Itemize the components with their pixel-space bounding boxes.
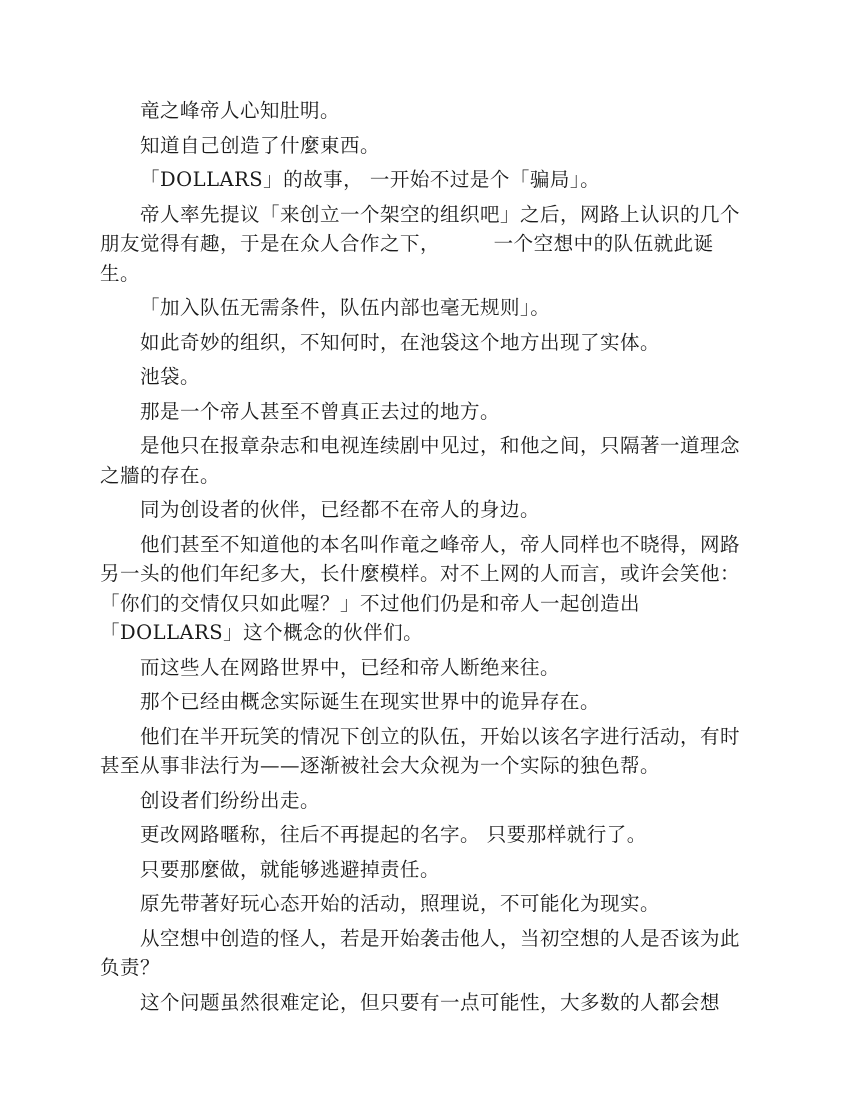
paragraph: 「DOLLARS」的故事， 一开始不过是个「骗局」。 [140,168,601,191]
paragraph: 同为创设者的伙伴，已经都不在帝人的身边。 [140,498,541,521]
paragraph: 只要那麼做，就能够逃避掉责任。 [140,857,441,881]
paragraph: 是他只在报章杂志和电视连续剧中见过，和他之间，只隔著一道理念之牆的存在。 [100,434,741,487]
paragraph: 创设者们纷纷出走。 [140,788,321,812]
paragraph: 原先带著好玩心态开始的活动，照理说，不可能化为现实。 [140,892,661,915]
paragraph: 这个问题虽然很难定论，但只要有一点可能性，大多数的人都会想 [140,990,721,1014]
paragraph: 知道自己创造了什麼東西。 [140,133,381,157]
paragraph: 竜之峰帝人心知肚明。 [140,99,341,122]
paragraph: 那个已经由概念实际诞生在现实世界中的诡异存在。 [140,690,601,713]
paragraph: 他们在半开玩笑的情况下创立的队伍，开始以该名字进行活动，有时甚至从事非法行为——逐渐被社会大众视为一个实际的独色帮。 [100,724,741,777]
paragraph: 帝人率先提议「来创立一个架空的组织吧」之后，网路上认识的几个朋友觉得有趣，于是在众人合作之下， 一个空想中的队伍就此诞生。 [100,202,741,285]
paragraph: 而这些人在网路世界中，已经和帝人断绝来往。 [140,655,561,679]
document-page [100,96,748,1022]
paragraph: 池袋。 [140,365,201,388]
paragraph: 如此奇妙的组织，不知何时，在池袋这个地方出现了实体。 [140,330,661,354]
paragraph: 他们甚至不知道他的本名叫作竜之峰帝人，帝人同样也不晓得，网路另一头的他们年纪多大，长什麼模样。对不上网的人而言，或许会笑他：「你们的交情仅只如此喔？」不过他们仍是和帝人一起创造出「DOLLARS」这个概念的伙伴们。 [100,532,741,644]
paragraph: 「加入队伍无需条件，队伍内部也毫无规则」。 [140,296,551,319]
paragraph: 那是一个帝人甚至不曾真正去过的地方。 [140,399,501,423]
paragraph: 从空想中创造的怪人，若是开始袭击他人，当初空想的人是否该为此负责？ [100,926,741,979]
paragraph: 更改网路暱称，往后不再提起的名字。 只要那样就行了。 [140,823,647,846]
